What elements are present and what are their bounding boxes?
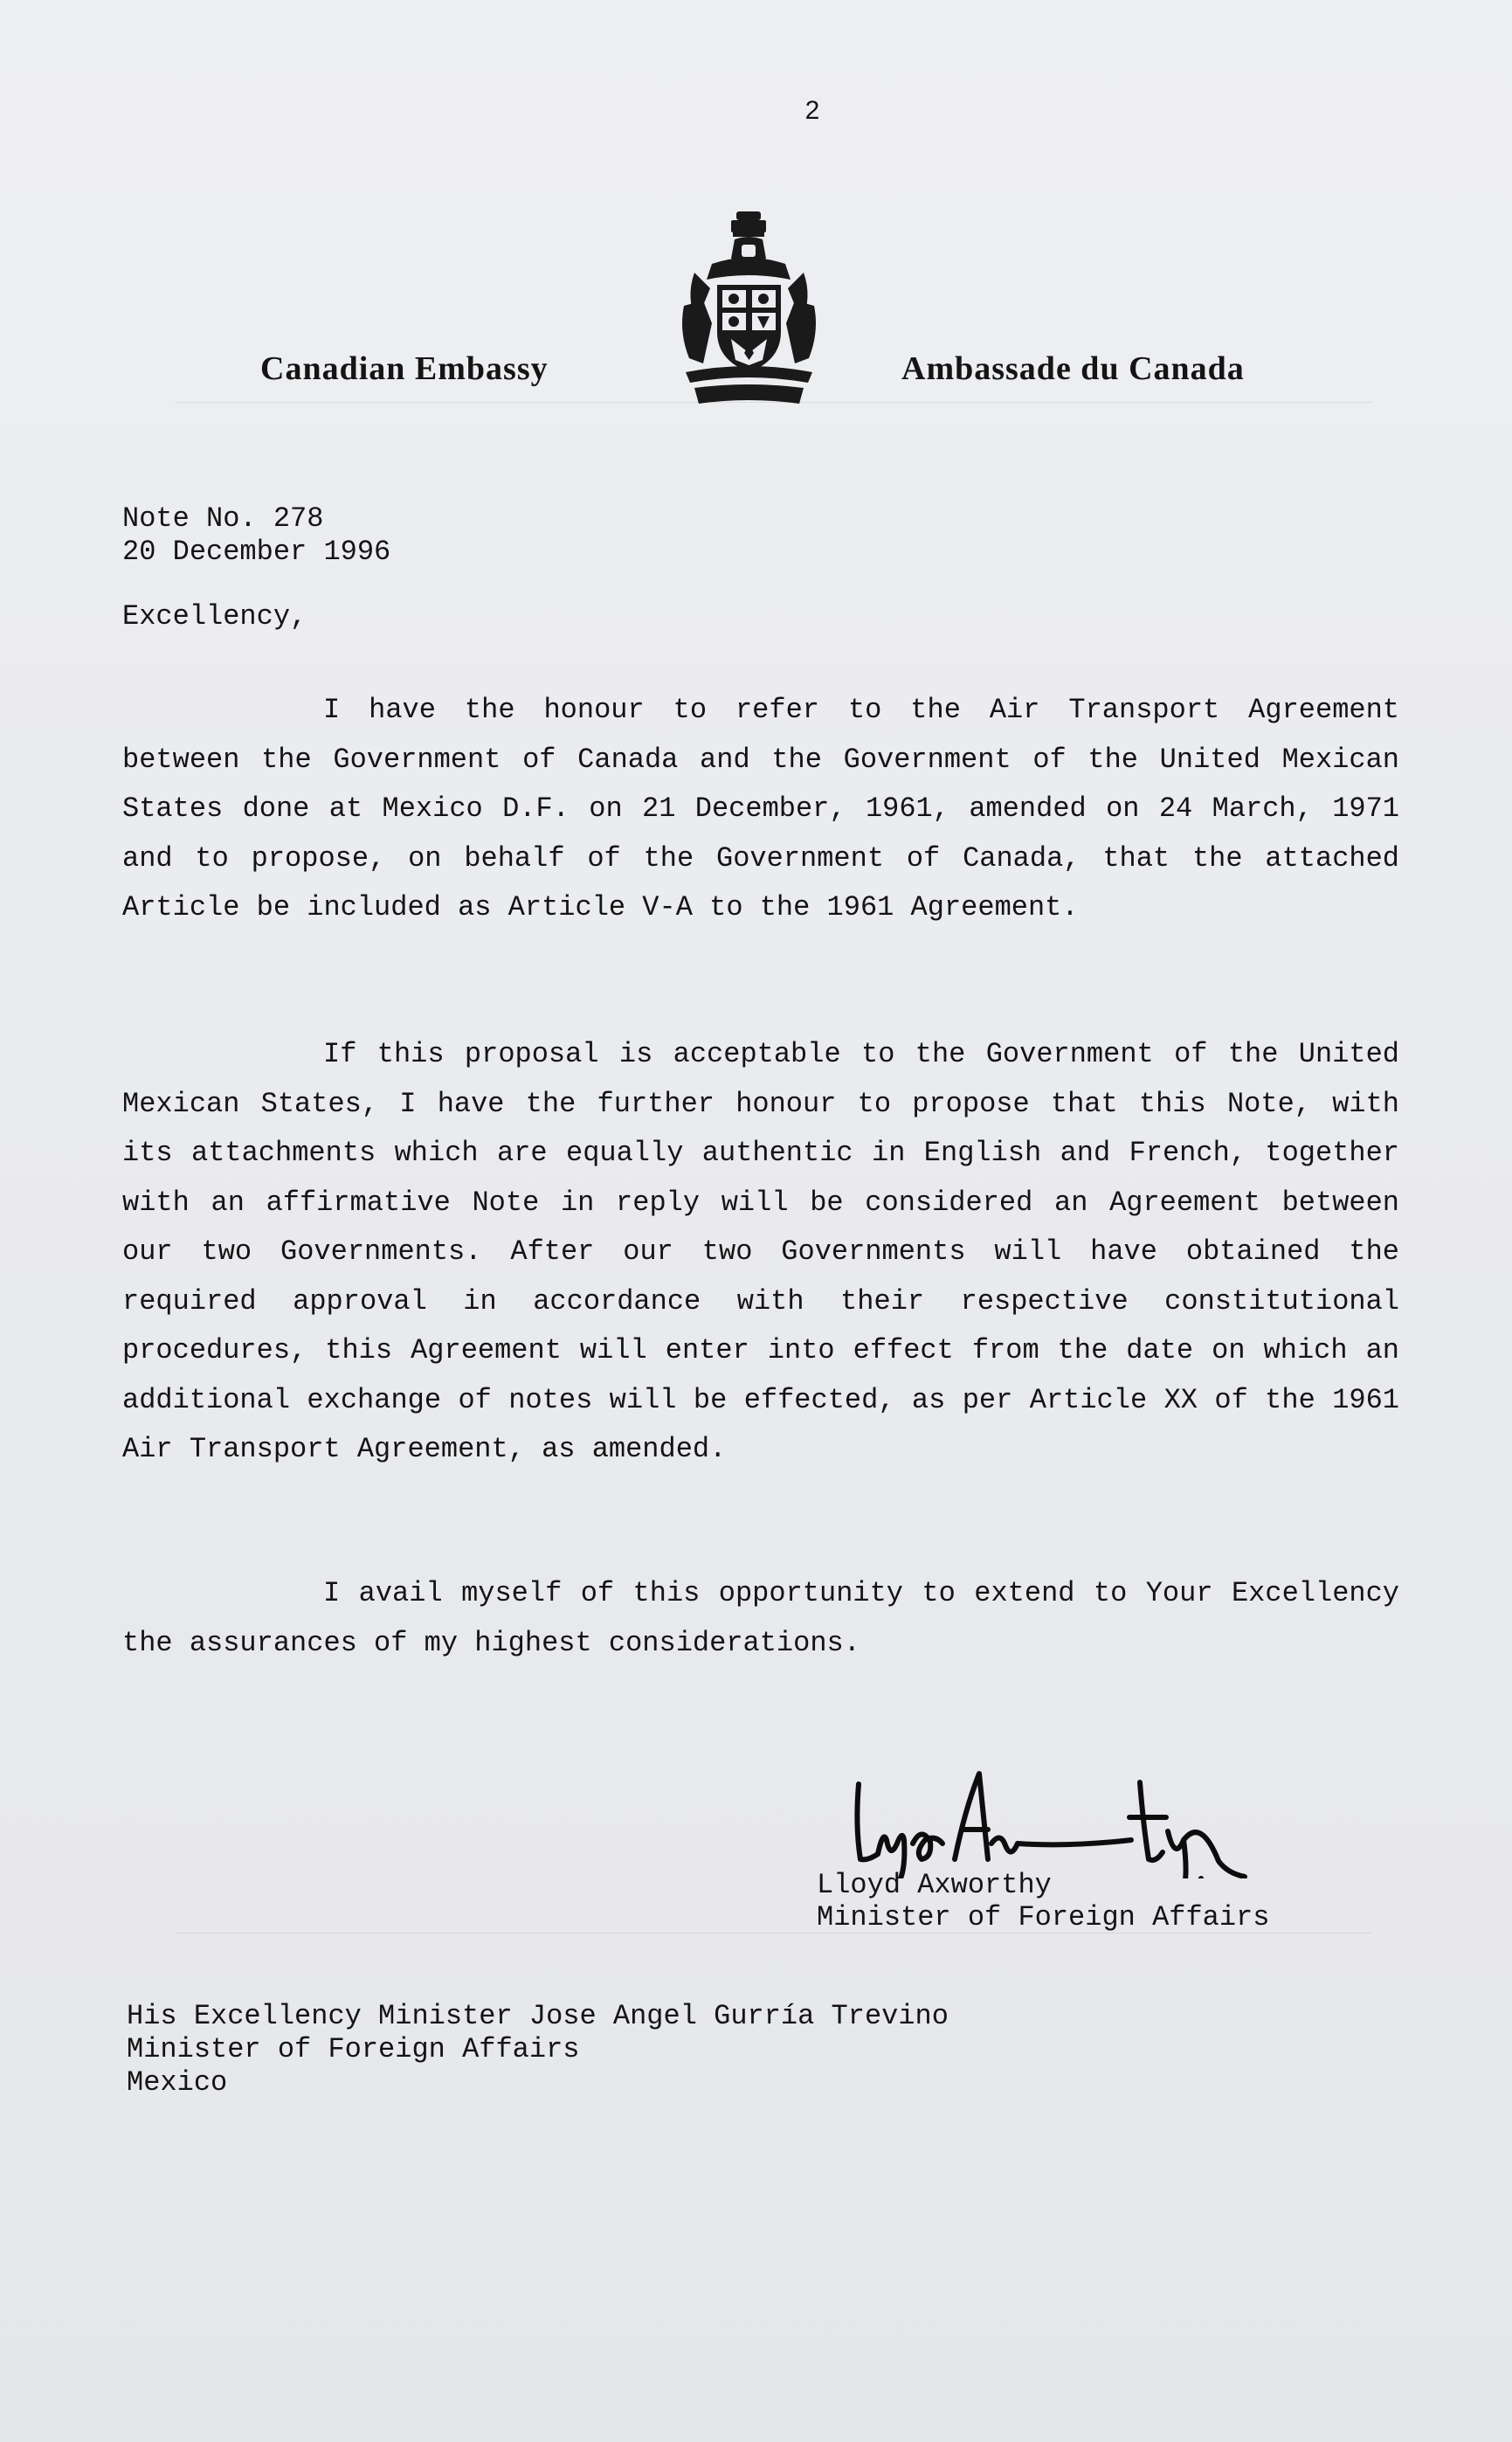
header-divider [175,402,1371,403]
embassy-name-english: Canadian Embassy [260,350,549,387]
addressee-country: Mexico [127,2066,228,2099]
paragraph-closing: I avail myself of this opportunity to extend to Your Excellency the assurances of my highest considerations. [122,1577,1399,1659]
paragraph-proposal: I have the honour to refer to the Air Transport Agreement between the Government of Canada and the Government of the United Mexican States done at Mexico D.F. on 21 December, 1961, amended on 24 March, 1971 and to propose, on behalf of the Government of Canada, that the attached Article be included as Article V-A to the 1961 Agreement. [122,694,1399,924]
note-date: 20 December 1996 [122,536,391,568]
handwritten-signature [852,1756,1297,1878]
signer-name: Lloyd Axworthy [817,1869,1052,1901]
addressee-name: His Excellency Minister Jose Angel Gurría Trevino [127,2000,949,2032]
salutation: Excellency, [122,600,307,633]
addressee-title: Minister of Foreign Affairs [127,2033,580,2065]
footer-divider [175,1933,1371,1934]
paragraph-acceptance: If this proposal is acceptable to the Government of the United Mexican States, I have the further honour to propose that this Note, with its attachments which are equally authentic in English and French, together with an affirmative Note in reply will be considered an Agreement between our two Governments. After our two Governments will have obtained the required approval in accordance with their respective constitutional procedures, this Agreement will enter into effect from the date on which an additional exchange of notes will be effected, as per Article XX of the 1961 Air Transport Agreement, as amended. [122,1038,1399,1465]
embassy-name-french: Ambassade du Canada [901,350,1245,387]
canadian-coat-of-arms-icon [677,210,821,412]
note-number: Note No. 278 [122,502,324,535]
signer-title: Minister of Foreign Affairs [817,1901,1270,1934]
page-number: 2 [804,96,820,125]
